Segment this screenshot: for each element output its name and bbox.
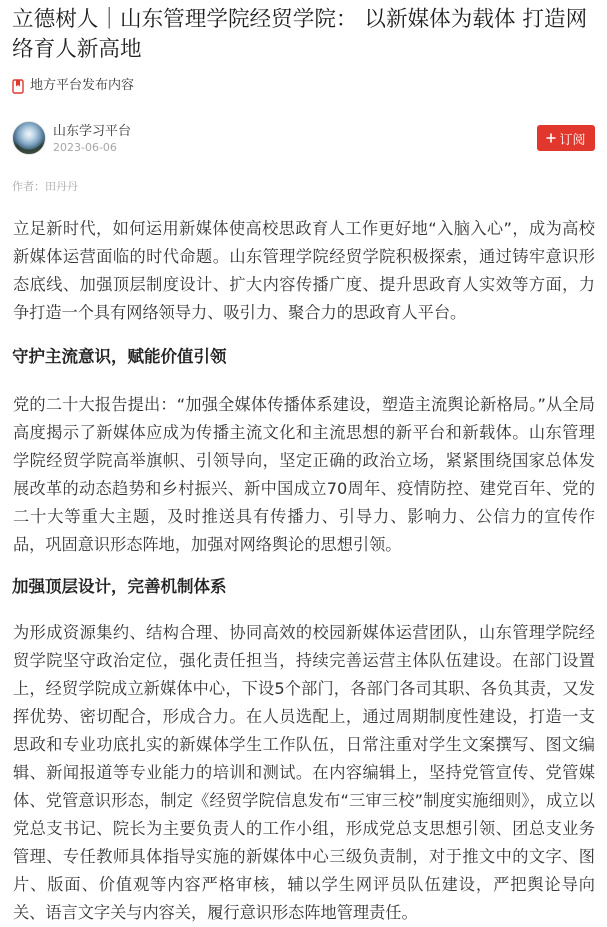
author-name: 田丹丹 <box>45 180 78 193</box>
author-credit <box>0 179 607 195</box>
author-label: 作者： <box>12 180 45 193</box>
intro-paragraph: 立足新时代，如何运用新媒体使高校思政育人工作更好地“入脑入心”，成为高校新媒体运营面临的时代命题。山东管理学院经贸学院积极探索，通过铸牢意识形态底线、加强顶层制度设计、扩大内容传播广度、提升思政育人实效等方面，力争打造一个具有网络领导力、吸引力、聚合力的思政育人平台。 <box>13 219 595 322</box>
subscribe-label: 订阅 <box>559 132 586 148</box>
publisher-row <box>0 121 607 155</box>
publisher-name[interactable]: 山东学习平台 <box>53 124 132 139</box>
plus-icon <box>546 133 556 143</box>
source-tag-label: 地方平台发布内容 <box>30 78 135 93</box>
section-paragraph: 为形成资源集约、结构合理、协同高效的校园新媒体运营团队，山东管理学院经贸学院坚守政治定位，强化责任担当，持续完善运营主体队伍建设。在部门设置上，经贸学院成立新媒体中心，下设5个部门，各部门各司其职、各负其责，又发挥优势、密切配合，形成合力。在人员选配上，通过周期制度性建设，打造一支思政和专业功底扎实的新媒体学生工作队伍，日常注重对学生文案撰写、图文编辑、新闻报道等专业能力的培训和测试。在内容编辑上，坚持党管宣传、党管媒体、党管意识形态，制定《经贸学院信息发布“三审三校”制度实施细则》，成立以党总支书记、院长为主要负责人的工作小组，形成党总支思想引领、团总支业务管理、专任教师具体指导实施的新媒体中心三级负责制，对于推文中的文字、图片、版面、价值观等内容严格审核，辅以学生网评员队伍建设，严把舆论导向关、语言文字关与内容关，履行意识形态阵地管理责任。 <box>13 623 595 922</box>
section-heading: 加强顶层设计，完善机制体系 <box>12 577 227 596</box>
publisher-avatar[interactable] <box>12 121 46 155</box>
section-paragraph: 党的二十大报告提出：“加强全媒体传播体系建设，塑造主流舆论新格局。”从全局高度揭示了新媒体应成为传播主流文化和主流思想的新平台和新载体。山东管理学院经贸学院高举旗帜、引领导向，坚定正确的政治立场，紧紧围绕国家总体发展改革的动态趋势和乡村振兴、新中国成立70周年、疫情防控、建党百年、党的二十大等重大主题，及时推送具有传播力、引导力、影响力、公信力的宣传作品，巩固意识形态阵地，加强对网络舆论的思想引领。 <box>13 395 595 554</box>
publish-date: 2023-06-06 <box>53 141 117 154</box>
bookmark-badge-icon <box>12 79 24 94</box>
article-title: 立德树人｜山东管理学院经贸学院： 以新媒体为载体 打造网络育人新高地 <box>12 7 588 62</box>
section-heading: 守护主流意识，赋能价值引领 <box>12 347 227 366</box>
source-tag <box>0 77 607 95</box>
subscribe-button[interactable] <box>537 125 595 151</box>
